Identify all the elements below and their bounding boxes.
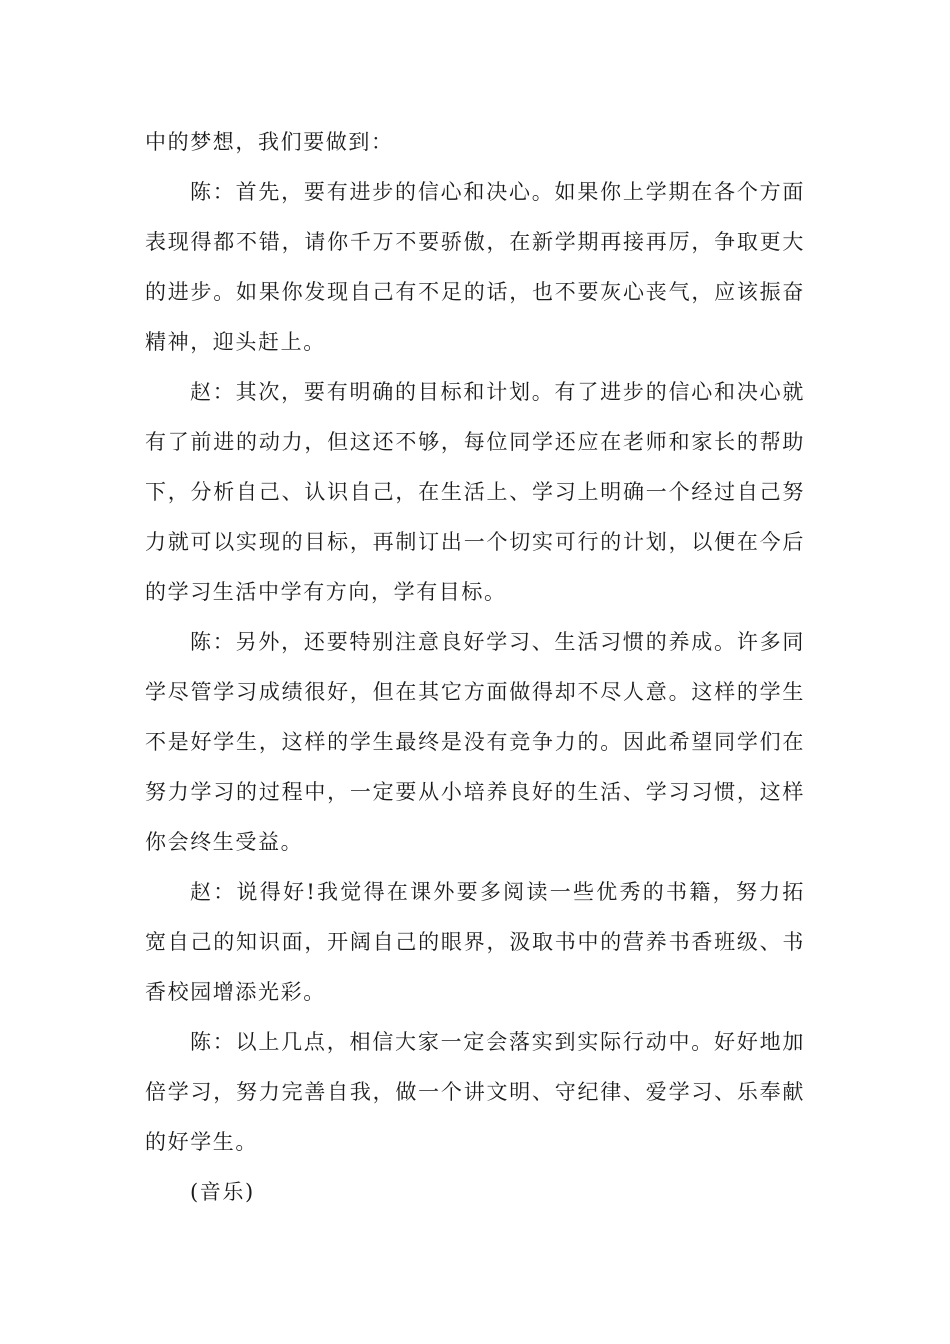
paragraph-3: 赵：其次，要有明确的目标和计划。有了进步的信心和决心就有了前进的动力，但这还不够，每位同学还应在老师和家长的帮助下，分析自己、认识自己，在生活上、学习上明确一个经过自己努力就可以实现的目标，再制订出一个切实可行的计划，以便在今后的学习生活中学有方向，学有目标。 <box>145 380 805 604</box>
paragraph-6: 陈：以上几点，相信大家一定会落实到实际行动中。好好地加倍学习，努力完善自我，做一个讲文明、守纪律、爱学习、乐奉献的好学生。 <box>145 1030 805 1154</box>
paragraph-4: 陈：另外，还要特别注意良好学习、生活习惯的养成。许多同学尽管学习成绩很好，但在其它方面做得却不尽人意。这样的学生不是好学生，这样的学生最终是没有竞争力的。因此希望同学们在努力学习的过程中，一定要从小培养良好的生活、学习习惯，这样你会终生受益。 <box>145 630 805 854</box>
paragraph-5: 赵：说得好!我觉得在课外要多阅读一些优秀的书籍，努力拓宽自己的知识面，开阔自己的眼界，汲取书中的营养书香班级、书香校园增添光彩。 <box>145 880 805 1004</box>
paragraph-1: 中的梦想，我们要做到： <box>145 130 394 154</box>
paragraph-2: 陈：首先，要有进步的信心和决心。如果你上学期在各个方面表现得都不错，请你千万不要骄傲，在新学期再接再厉，争取更大的进步。如果你发现自己有不足的话，也不要灰心丧气，应该振奋精神，迎头赶上。 <box>145 180 805 354</box>
document-body <box>145 117 805 1217</box>
paragraph-7: (音乐) <box>190 1180 255 1204</box>
